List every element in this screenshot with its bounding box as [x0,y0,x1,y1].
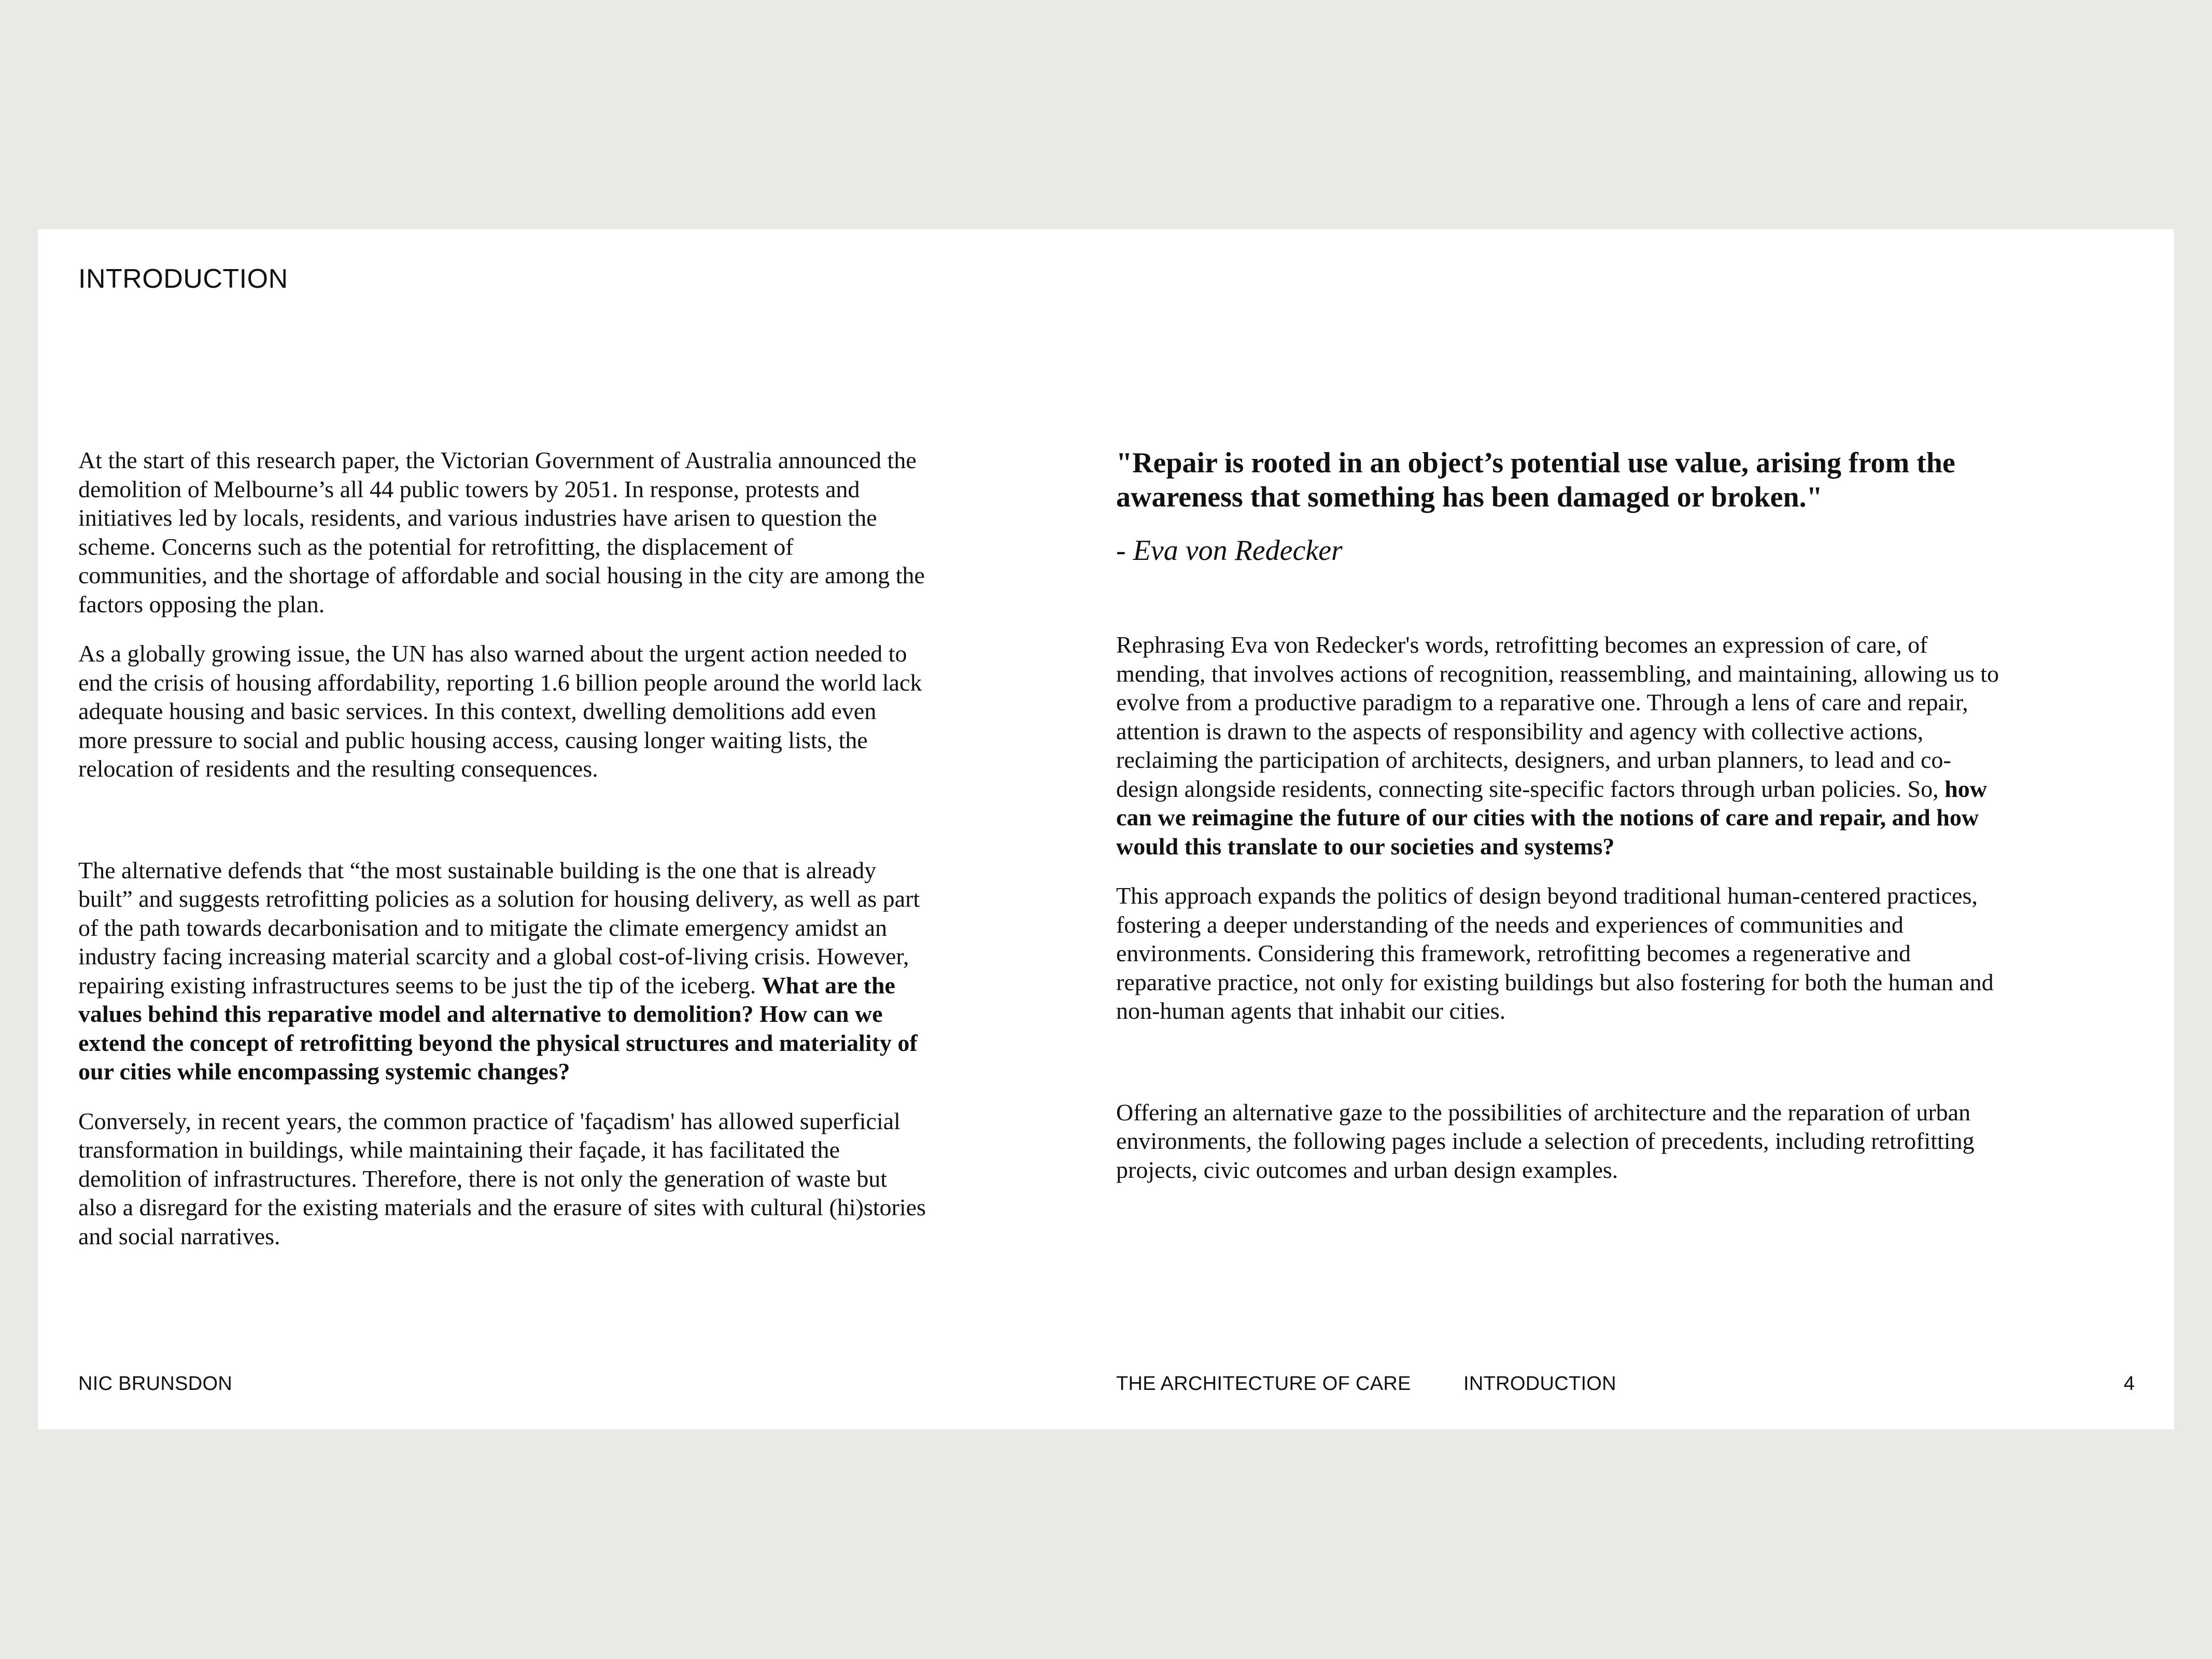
paragraph-7-text: Offering an alternative gaze to the possibilities of architecture and the reparation of urban environments, the following pages include a selection of precedents, including retrofitting projects, civic outcomes and urban design examples. [1116,1099,1975,1183]
paragraph-1 [78,446,928,618]
paragraph-2-text: As a globally growing issue, the UN has also warned about the urgent action needed to end the crisis of housing affordability, reporting 1.6 billion people around the world lack adequate housing and basic services. In this context, dwelling demolitions add even more pressure to social and public housing access, causing longer waiting lists, the relocation of residents and the resulting consequences. [78,640,922,782]
paragraph-4-text: Conversely, in recent years, the common practice of 'façadism' has allowed superficial transformation in buildings, while maintaining their façade, it has facilitated the demolition of infrastructures. Therefore, there is not only the generation of waste but also a disregard for the existing materials and the erasure of sites with cultural (hi)stories and social narratives. [78,1107,926,1249]
paragraph-5-bold-question: how can we reimagine the future of our cities with the notions of care and repair, and how would this translate to our societies and systems? [1116,775,1987,860]
pull-quote: "Repair is rooted in an object’s potential use value, arising from the awareness that something has been damaged or broken." [1116,447,1955,513]
right-body [1116,630,2008,1184]
footer-author: NIC BRUNSDON [78,1373,233,1395]
left-column [78,446,928,1250]
page-number: 4 [2123,1373,2135,1395]
paragraph-7 [1116,1098,2008,1185]
paragraph-4 [78,1107,928,1251]
paragraph-6 [1116,881,2008,1025]
paragraph-6-text: This approach expands the politics of design beyond traditional human-centered practices, fostering a deeper understanding of the needs and experiences of communities and environments. Considering this framework, retrofitting becomes a regenerative and reparative practice, not only for existing buildings but also fostering for both the human and non-human agents that inhabit our cities. [1116,882,1994,1024]
paragraph-3 [78,856,928,1086]
right-column [1116,446,2008,1184]
paragraph-5 [1116,630,2008,861]
paragraph-1-text: At the start of this research paper, the Victorian Government of Australia announced the demolition of Melbourne’s all 44 public towers by 2051. In response, protests and initiatives led by locals, residents, and various industries have arisen to question the scheme. Concerns such as the potential for retrofitting, the displacement of communities, and the shortage of affordable and social housing in the city are among the factors opposing the plan. [78,447,925,617]
document-page [38,229,2174,1429]
paragraph-3-bold-question: What are the values behind this reparative model and alternative to demolition? How can we extend the concept of retrofitting beyond the physical structures and materiality of our cities while encompassing systemic changes? [78,972,918,1085]
quote-attribution: - Eva von Redecker [1116,535,1343,567]
footer-book-title: THE ARCHITECTURE OF CARE [1116,1373,1411,1395]
paragraph-5-text: Rephrasing Eva von Redecker's words, retrofitting becomes an expression of care, of mending, that involves actions of recognition, reassembling, and maintaining, allowing us to evolve from a productive paradigm to a reparative one. Through a lens of care and repair, attention is drawn to the aspects of responsibility and agency with collective actions, reclaiming the participation of architects, designers, and urban planners, to lead and co-design alongside residents, connecting site-specific factors through urban policies. So, [1116,631,1999,802]
paragraph-2 [78,639,928,783]
paragraph-3-text: The alternative defends that “the most sustainable building is the one that is already built” and suggests retrofitting policies as a solution for housing delivery, as well as part of the path towards decarbonisation and to mitigate the climate emergency amidst an industry facing increasing material scarcity and a global cost-of-living crisis. However, repairing existing infrastructures seems to be just the tip of the iceberg. [78,856,920,999]
page-title: INTRODUCTION [78,264,288,294]
footer-section: INTRODUCTION [1463,1373,1616,1395]
